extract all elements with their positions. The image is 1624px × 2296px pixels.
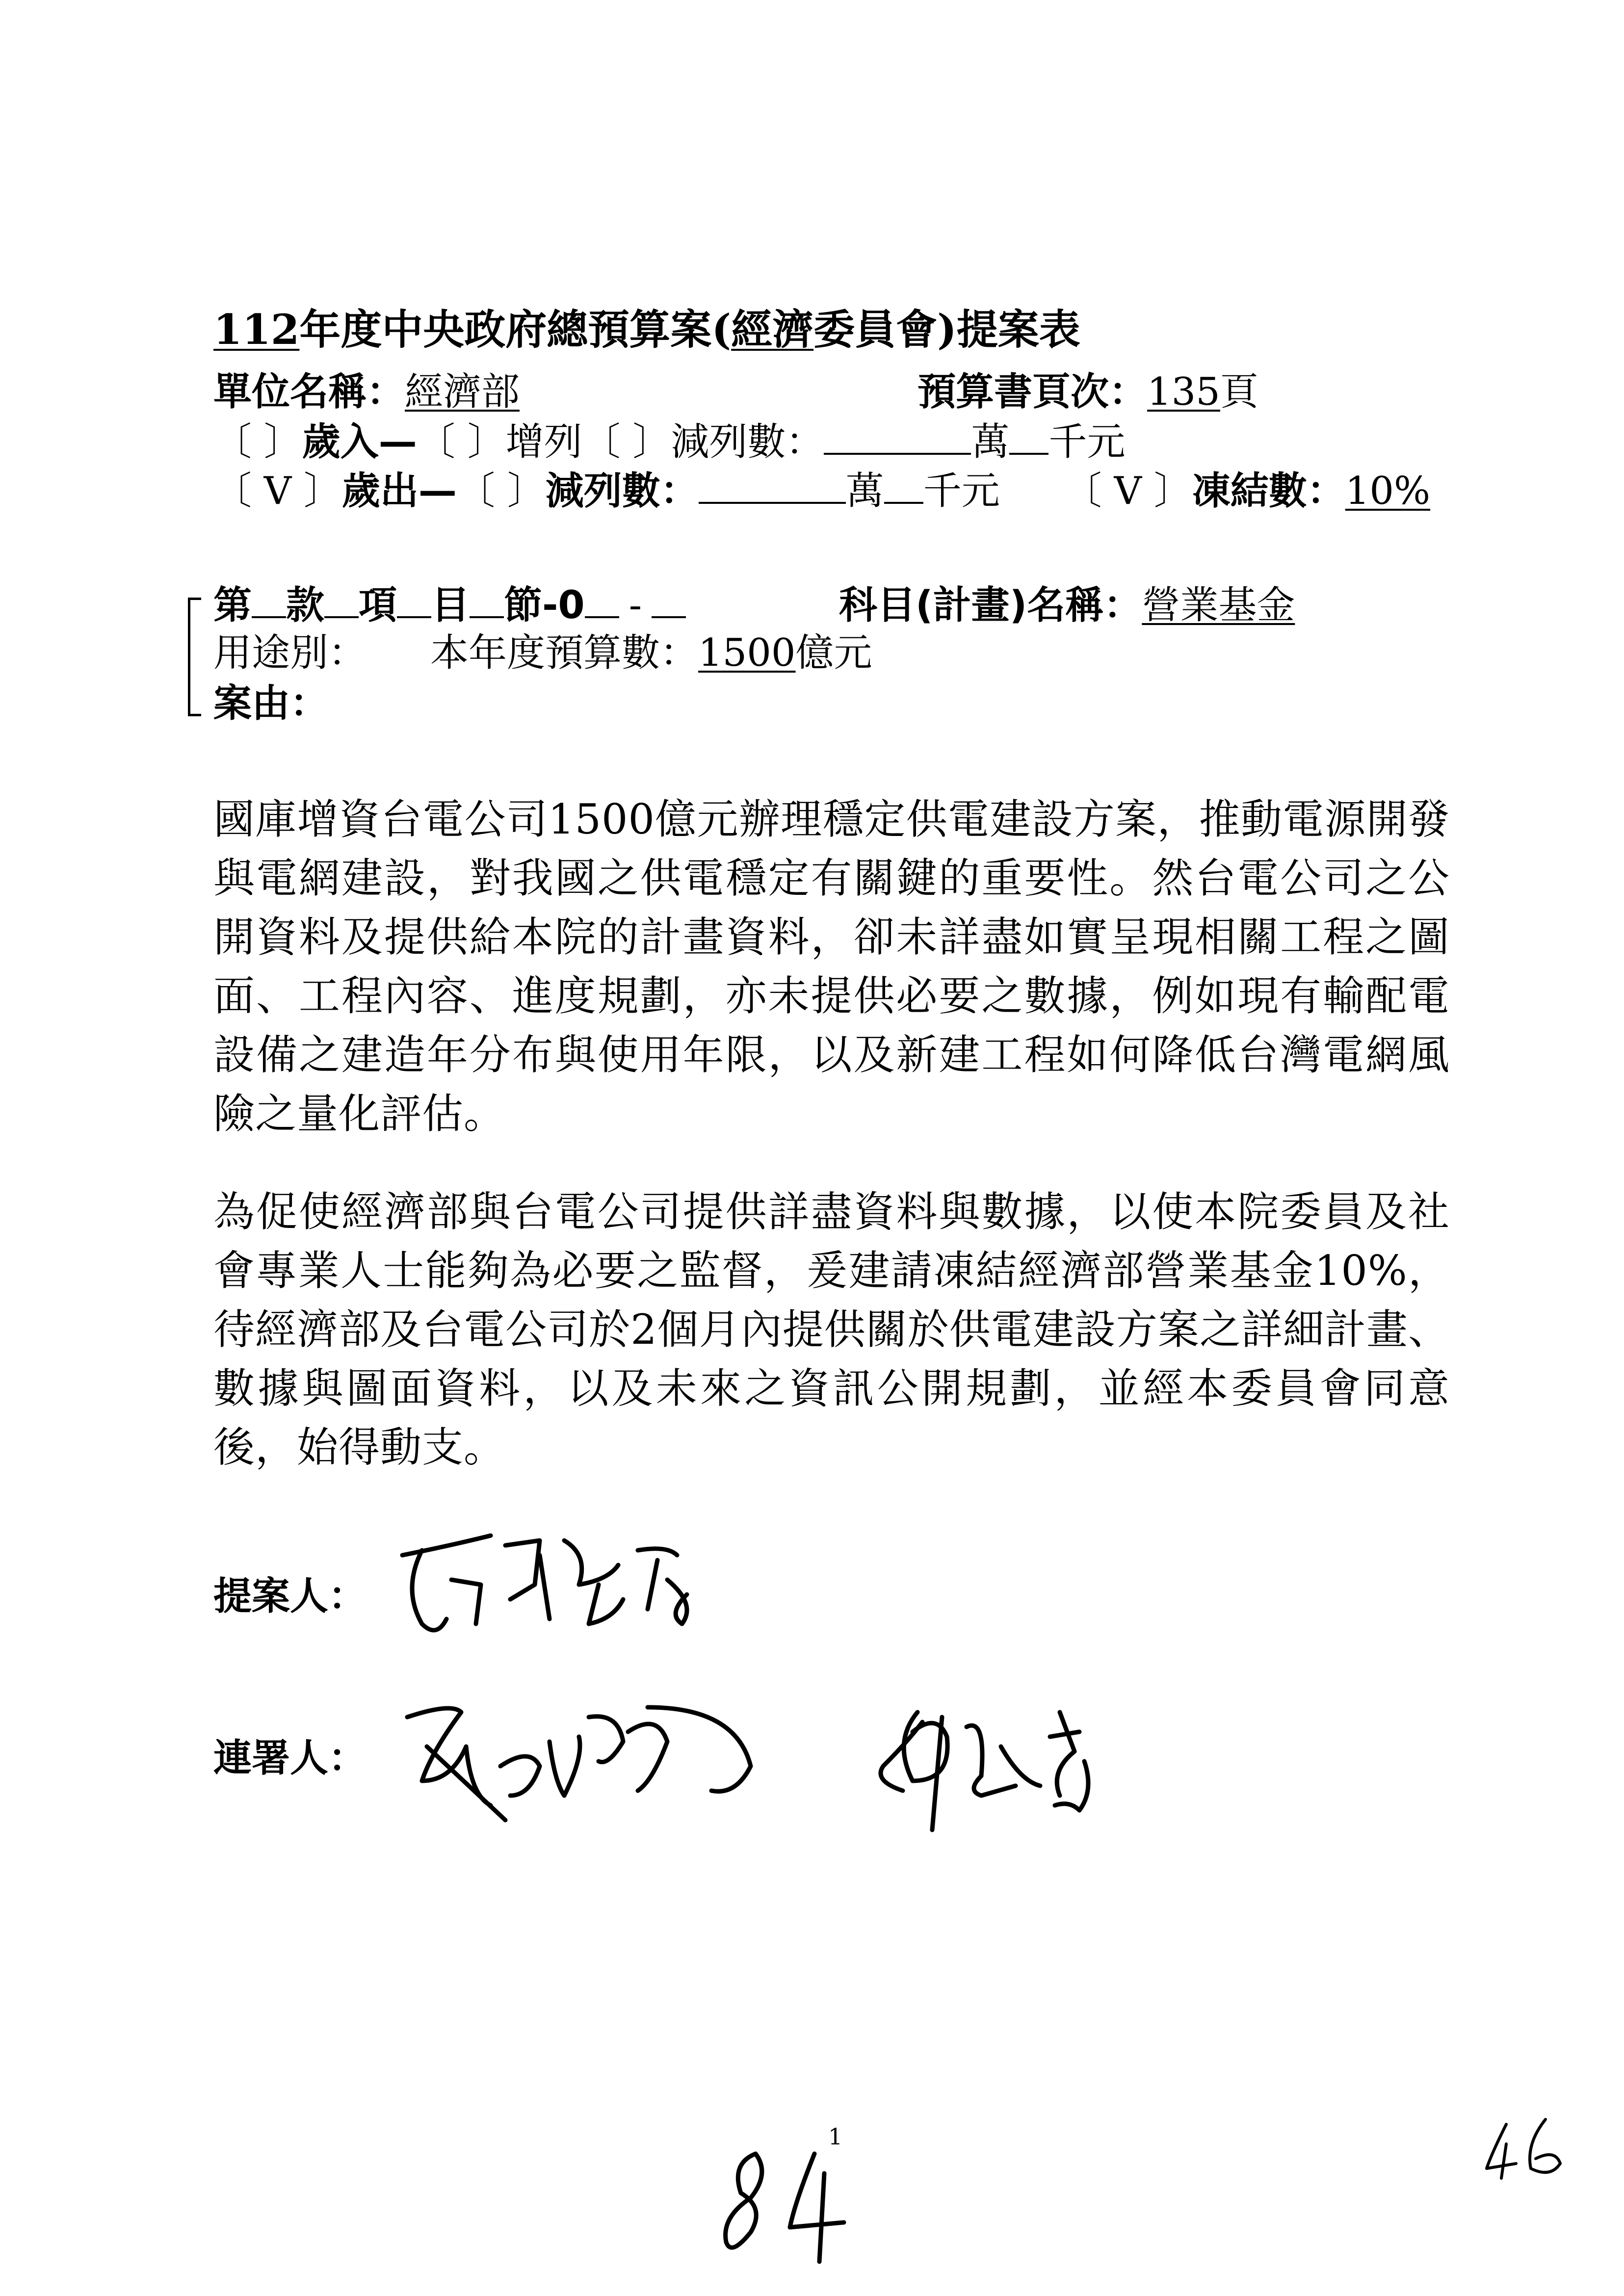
item-di: 第	[213, 583, 252, 627]
expense-label: 歲出—	[341, 469, 457, 513]
revenue-wan-blank	[824, 423, 971, 455]
mu-blank	[397, 587, 431, 618]
title-year: 112	[213, 305, 300, 354]
revenue-decrease-checkbox: 〔 〕	[582, 420, 671, 464]
budget-value: 1500	[698, 631, 796, 675]
revenue-checkbox: 〔 〕	[213, 420, 302, 464]
unit-name-row	[213, 370, 520, 414]
cosigner-label: 連署人：	[213, 1736, 367, 1780]
expense-row	[213, 469, 1431, 513]
subject-label: 科目(計畫)名稱：	[839, 583, 1142, 627]
last-blank	[652, 587, 686, 618]
item-xiang: 項	[359, 583, 397, 627]
subject-row	[839, 583, 1295, 627]
item-kuan: 款	[286, 583, 325, 627]
subject-value: 營業基金	[1142, 583, 1295, 627]
revenue-label: 歲入—	[302, 420, 417, 464]
section-bracket	[188, 598, 201, 716]
unit-value: 經濟部	[405, 370, 520, 414]
proposer-signature	[393, 1526, 785, 1644]
document-title	[213, 297, 1080, 356]
revenue-qian-blank	[1009, 423, 1048, 455]
revenue-increase-checkbox: 〔 〕	[417, 420, 506, 464]
page-number: 1	[828, 2123, 843, 2150]
revenue-row	[213, 420, 1126, 464]
reason-paragraph-2: 為促使經濟部與台電公司提供詳盡資料與數據，以使本院委員及社會專業人士能夠為必要之監督，爰建請凍結經濟部營業基金10%，待經濟部及台電公司於2個月內提供關於供電建設方案之詳細計畫、數據與圖面資料，以及未來之資訊公開規劃，並經本委員會同意後，始得動支。	[213, 1188, 1450, 1471]
usage-row	[213, 631, 872, 675]
xiang-blank	[324, 587, 359, 618]
cosigner-signature-1	[393, 1683, 1325, 1859]
budget-label: 本年度預算數：	[430, 631, 699, 675]
jie-sub-blank	[585, 587, 619, 618]
expense-decrease-label: 減列數：	[545, 469, 699, 513]
page-ref-suffix: 頁	[1220, 370, 1258, 414]
revenue-decrease-label: 減列數：	[671, 420, 824, 464]
kuan-blank	[252, 587, 286, 618]
reason-label: 案由：	[213, 681, 329, 726]
usage-label: 用途別：	[213, 631, 367, 675]
expense-wan-blank	[699, 472, 846, 504]
expense-qian-unit: 千元	[923, 469, 1000, 513]
item-jie: 節-0	[504, 583, 585, 627]
expense-decrease-checkbox: 〔 〕	[456, 469, 546, 513]
expense-checkbox: 〔 V 〕	[213, 469, 342, 513]
expense-wan-unit: 萬	[845, 469, 884, 513]
handwritten-corner-number	[1482, 2114, 1590, 2188]
unit-label: 單位名稱：	[213, 370, 405, 414]
revenue-qian-unit: 千元	[1048, 420, 1126, 464]
freeze-value: 10%	[1345, 469, 1431, 513]
item-mu: 目	[431, 583, 470, 627]
title-text-b: 委員會)提案表	[813, 305, 1080, 354]
freeze-label: 凍結數：	[1192, 469, 1345, 513]
revenue-wan-unit: 萬	[971, 420, 1010, 464]
page-ref-label: 預算書頁次：	[917, 370, 1148, 414]
handwritten-page-number	[711, 2144, 873, 2271]
proposer-label: 提案人：	[213, 1574, 367, 1618]
title-text-a: 年度中央政府總預算案(	[299, 305, 732, 354]
jie-blank	[470, 587, 504, 618]
freeze-checkbox: 〔 V 〕	[1063, 469, 1192, 513]
item-dash: -	[629, 583, 642, 627]
item-row	[213, 583, 686, 627]
page-ref-row	[917, 370, 1258, 414]
reason-paragraph-1: 國庫增資台電公司1500億元辦理穩定供電建設方案，推動電源開發與電網建設，對我國之供電穩定有關鍵的重要性。然台電公司之公開資料及提供給本院的計畫資料，卻未詳盡如實呈現相關工程之圖面、工程內容、進度規劃，亦未提供必要之數據，例如現有輸配電設備之建造年分布與使用年限，以及新建工程如何降低台灣電網風險之量化評估。	[213, 795, 1450, 1138]
expense-qian-blank	[884, 472, 923, 504]
page-ref-value: 135	[1147, 370, 1220, 414]
revenue-increase-label: 增列	[505, 420, 582, 464]
title-committee: 經濟	[731, 305, 814, 354]
budget-unit: 億元	[795, 631, 872, 675]
